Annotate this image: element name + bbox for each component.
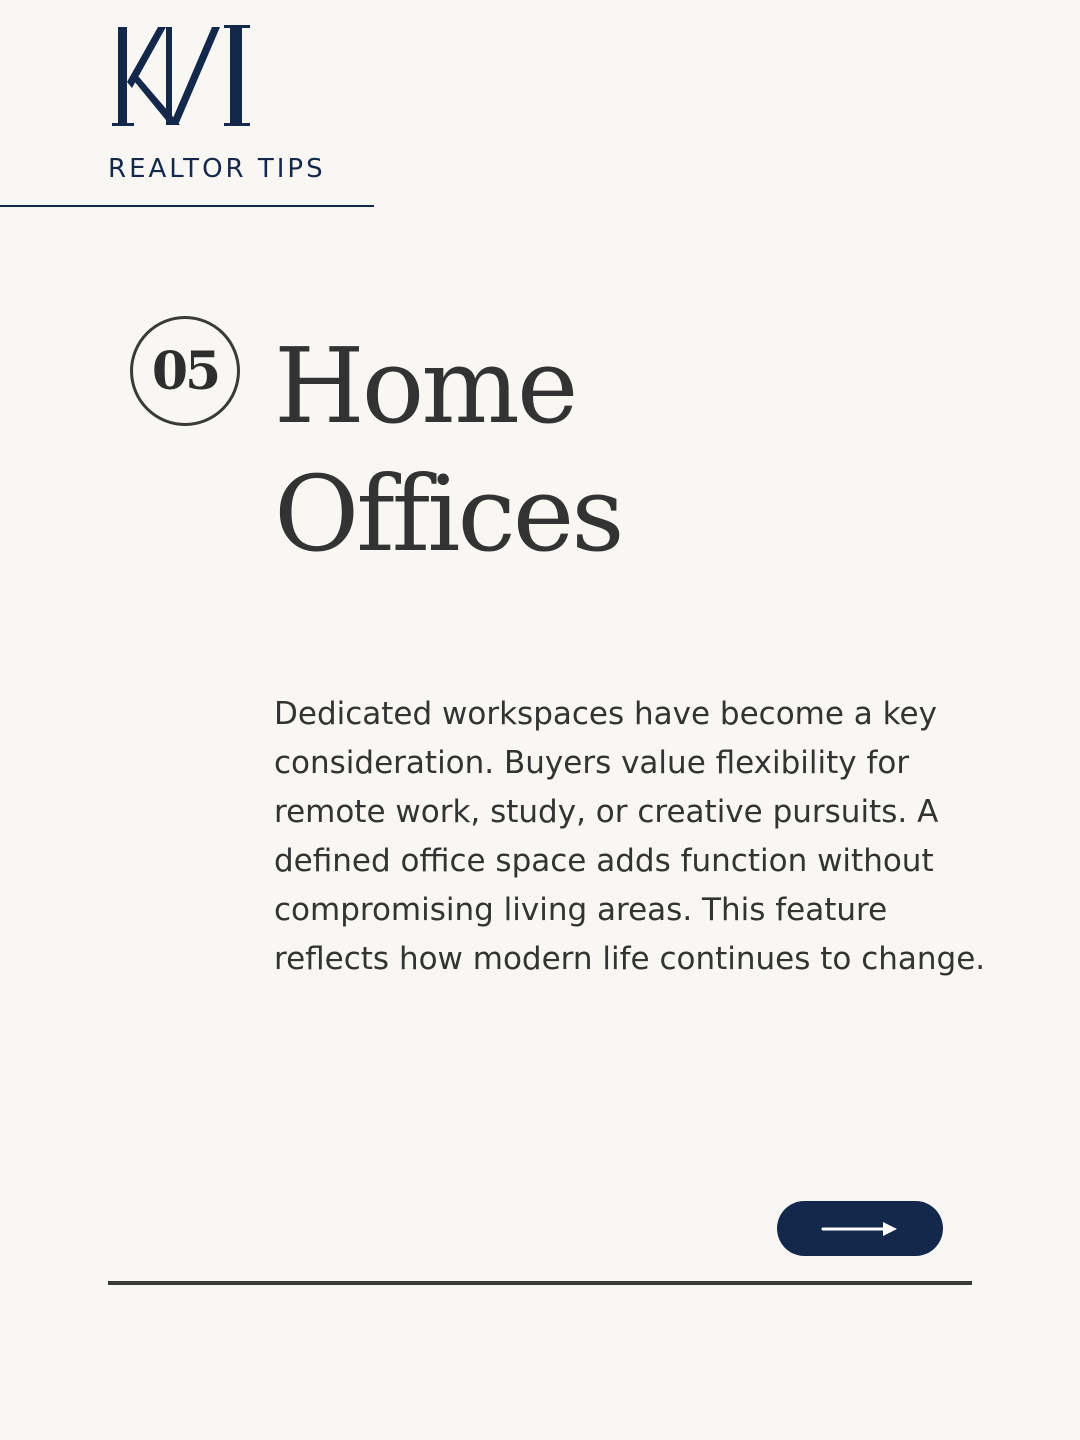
tip-title-line-1: Home [274, 325, 576, 447]
header-divider [0, 205, 374, 207]
km-logo [112, 22, 254, 130]
next-button[interactable] [777, 1201, 943, 1256]
footer-divider [108, 1281, 972, 1285]
arrow-right-icon [821, 1219, 899, 1239]
tip-title-line-2: Offices [274, 453, 622, 575]
tip-description: Dedicated workspaces have become a key consideration. Buyers value flexibility for remote work, study, or creative pursuits. A defined office space adds function without compromising living areas. This feature reflects how modern life continues to change. [274, 696, 986, 977]
tip-number-badge: 05 [130, 316, 240, 426]
tip-title [274, 322, 622, 578]
brand-tagline: REALTOR TIPS [108, 154, 326, 184]
